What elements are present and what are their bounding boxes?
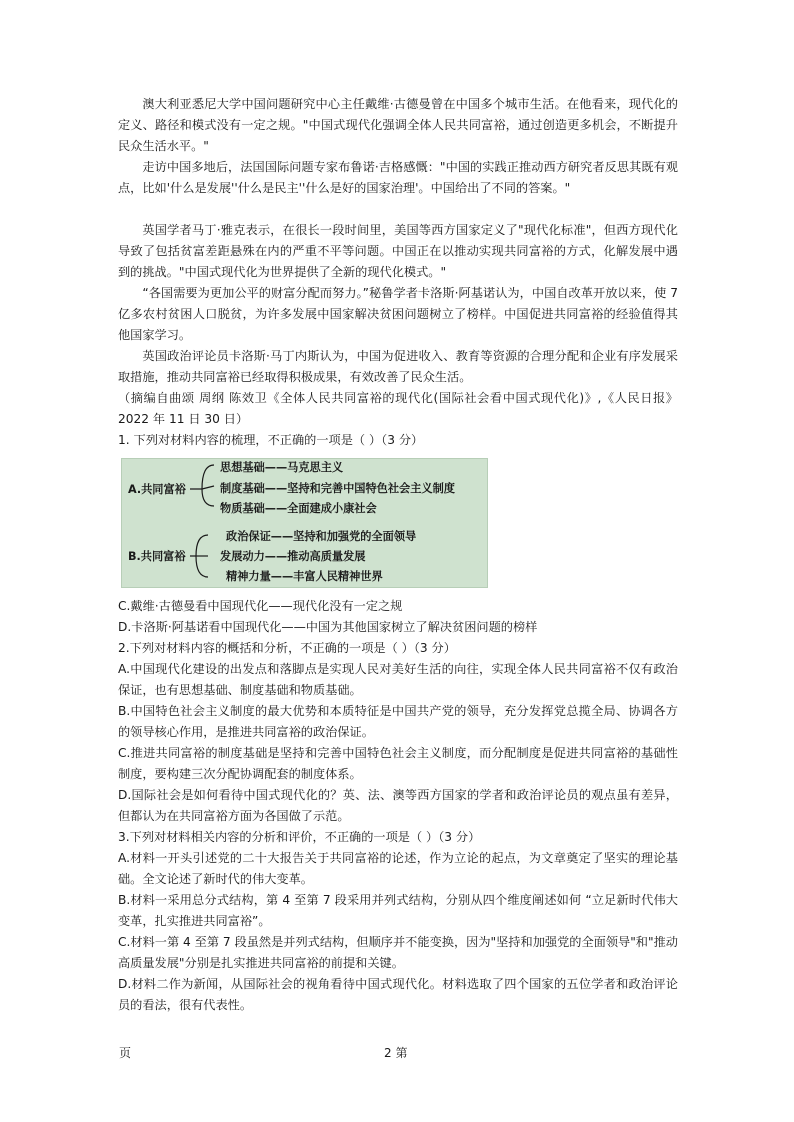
q1-option-d: D.卡洛斯·阿基诺看中国现代化——中国为其他国家树立了解决贫困问题的榜样 bbox=[118, 620, 538, 634]
diagram-b-label: B.共同富裕 bbox=[128, 550, 186, 563]
q3-option-c: C.材料一第 4 至第 7 段虽然是并列式结构，但顺序并不能变换，因为"坚持和加强党的全面领导"和"推动高质量发展"分别是扎实推进共同富裕的前提和关键。 bbox=[118, 935, 678, 970]
diagram-a-item-2: 制度基础——坚持和完善中国特色社会主义制度 bbox=[220, 482, 455, 495]
paragraph-martinez: 英国政治评论员卡洛斯·马丁内斯认为，中国为促进收入、教育等资源的合理分配和企业有序发展采取措施，推动共同富裕已经取得积极成果，有效改善了民众生活。 bbox=[118, 349, 678, 384]
q1-structure-diagram bbox=[121, 458, 488, 588]
diagram-b-item-2: 发展动力——推动高质量发展 bbox=[220, 550, 366, 563]
paragraph-aquino: “各国需要为更加公平的财富分配而努力。”秘鲁学者卡洛斯·阿基诺认为，中国自改革开放以来，使 7 亿多农村贫困人口脱贫，为许多发展中国家解决贫困问题树立了榜样。中国促进共同富裕的经验值得其他国家学习。 bbox=[118, 286, 678, 342]
q3-option-a: A.材料一开头引述党的二十大报告关于共同富裕的论述，作为立论的起点，为文章奠定了坚实的理论基础。全文论述了新时代的伟大变革。 bbox=[118, 851, 678, 886]
q2-option-a: A.中国现代化建设的出发点和落脚点是实现人民对美好生活的向往，实现全体人民共同富裕不仅有政治保证，也有思想基础、制度基础和物质基础。 bbox=[118, 662, 678, 697]
footer-page-number: 2 第 bbox=[384, 1046, 408, 1060]
q3-option-d: D.材料二作为新闻，从国际社会的视角看待中国式现代化。材料选取了四个国家的五位学者和政治评论员的看法，很有代表性。 bbox=[118, 977, 678, 1012]
paragraph-goodman: 澳大利亚悉尼大学中国问题研究中心主任戴维·古德曼曾在中国多个城市生活。在他看来，现代化的定义、路径和模式没有一定之规。"中国式现代化强调全体人民共同富裕，通过创造更多机会，不断提升民众生活水平。" bbox=[118, 97, 678, 153]
paragraph-jacques: 英国学者马丁·雅克表示，在很长一段时间里，美国等西方国家定义了"现代化标准"，但西方现代化导致了包括贫富差距悬殊在内的严重不平等问题。中国正在以推动实现共同富裕的方式，化解发展中遇到的挑战。"中国式现代化为世界提供了全新的现代化模式。" bbox=[118, 223, 678, 279]
diagram-a-item-1: 思想基础——马克思主义 bbox=[220, 461, 344, 474]
paragraph-guigue: 走访中国多地后，法国国际问题专家布鲁诺·吉格感慨："中国的实践正推动西方研究者反思其既有观点，比如'什么是发展''什么是民主''什么是好的国家治理'。中国给出了不同的答案。" bbox=[118, 160, 678, 195]
q2-option-b: B.中国特色社会主义制度的最大优势和本质特征是中国共产党的领导，充分发挥党总揽全局、协调各方的领导核心作用，是推进共同富裕的政治保证。 bbox=[118, 704, 678, 739]
diagram-b-item-3: 精神力量——丰富人民精神世界 bbox=[226, 570, 383, 583]
source-citation: （摘编自曲颂 周纲 陈效卫《全体人民共同富裕的现代化(国际社会看中国式现代化)》,《人民日报》2022 年 11 日 30 日） bbox=[118, 391, 678, 426]
q2-option-c: C.推进共同富裕的制度基础是坚持和完善中国特色社会主义制度，而分配制度是促进共同富裕的基础性制度，要构建三次分配协调配套的制度体系。 bbox=[118, 746, 678, 781]
diagram-a-item-3: 物质基础——全面建成小康社会 bbox=[220, 502, 377, 515]
diagram-a-label: A.共同富裕 bbox=[128, 483, 186, 496]
footer-left: 页 bbox=[119, 1046, 132, 1060]
q2-option-d: D.国际社会是如何看待中国式现代化的？英、法、澳等西方国家的学者和政治评论员的观点虽有差异，但都认为在共同富裕方面为各国做了示范。 bbox=[118, 788, 678, 823]
q3-option-b: B.材料一采用总分式结构，第 4 至第 7 段采用并列式结构，分别从四个维度阐述如何 “立足新时代伟大变革，扎实推进共同富裕”。 bbox=[118, 893, 678, 928]
question-3-stem: 3.下列对材料相关内容的分析和评价，不正确的一项是（ ）（3 分） bbox=[118, 830, 481, 844]
question-1-stem: 1. 下列对材料内容的梳理，不正确的一项是（ ）（3 分） bbox=[118, 433, 424, 447]
question-2-stem: 2.下列对材料内容的概括和分析，不正确的一项是（ ）（3 分） bbox=[118, 641, 456, 655]
q1-option-c: C.戴维·古德曼看中国现代化——现代化没有一定之规 bbox=[118, 599, 403, 613]
diagram-b-item-1: 政治保证——坚持和加强党的全面领导 bbox=[226, 530, 417, 543]
bracket-a bbox=[190, 465, 214, 506]
